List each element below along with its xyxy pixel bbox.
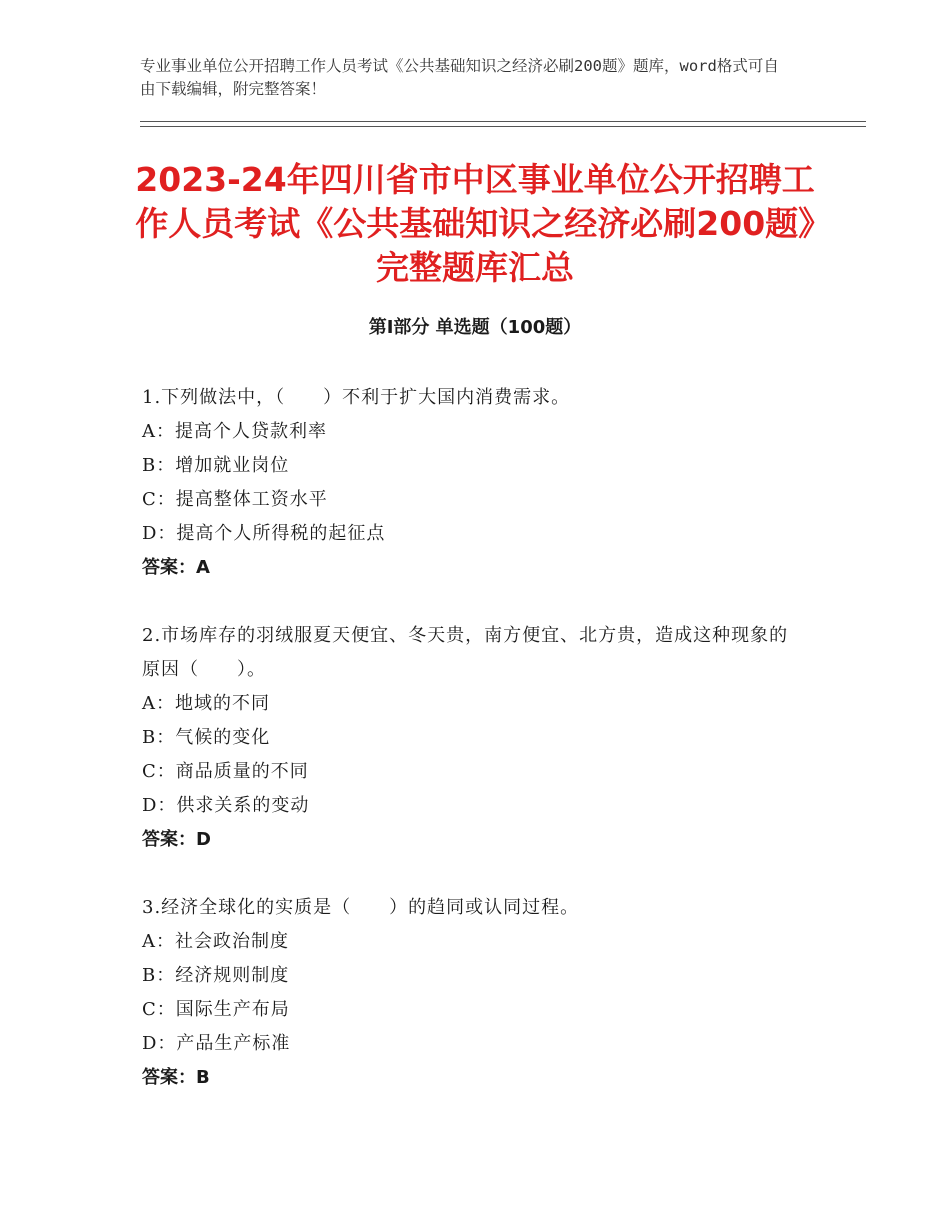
- section-heading: 第Ⅰ部分 单选题（100题）: [368, 317, 582, 338]
- question-2: [142, 619, 802, 857]
- header-divider-top: [140, 121, 866, 122]
- answer-line: 答案：D: [142, 829, 211, 850]
- question-stem: 2.市场库存的羽绒服夏天便宜、冬天贵，南方便宜、北方贵，造成这种现象的原因（ ）。: [142, 625, 789, 680]
- option-b: B：气候的变化: [142, 727, 271, 748]
- answer-line: 答案：B: [142, 1067, 210, 1088]
- option-d: D：供求关系的变动: [142, 795, 310, 816]
- document-title: 2023-24年四川省市中区事业单位公开招聘工作人员考试《公共基础知识之经济必刷200题》完整题库汇总: [135, 160, 815, 287]
- header-divider-bottom: [140, 126, 866, 127]
- question-stem: 1.下列做法中，（ ）不利于扩大国内消费需求。: [142, 387, 571, 408]
- header-note: 专业事业单位公开招聘工作人员考试《公共基础知识之经济必刷200题》题库，word格式可自由下载编辑，附完整答案！: [140, 57, 779, 98]
- option-c: C：商品质量的不同: [142, 761, 309, 782]
- question-stem: 3.经济全球化的实质是（ ）的趋同或认同过程。: [142, 897, 580, 918]
- option-a: A：提高个人贷款利率: [142, 421, 327, 442]
- question-3: [142, 891, 802, 1095]
- question-1: [142, 381, 802, 585]
- question-list: [142, 381, 802, 1129]
- option-a: A：地域的不同: [142, 693, 270, 714]
- option-d: D：产品生产标准: [142, 1033, 291, 1054]
- answer-line: 答案：A: [142, 557, 210, 578]
- option-d: D：提高个人所得税的起征点: [142, 523, 386, 544]
- option-b: B：增加就业岗位: [142, 455, 290, 476]
- option-c: C：国际生产布局: [142, 999, 290, 1020]
- option-c: C：提高整体工资水平: [142, 489, 328, 510]
- option-b: B：经济规则制度: [142, 965, 290, 986]
- option-a: A：社会政治制度: [142, 931, 289, 952]
